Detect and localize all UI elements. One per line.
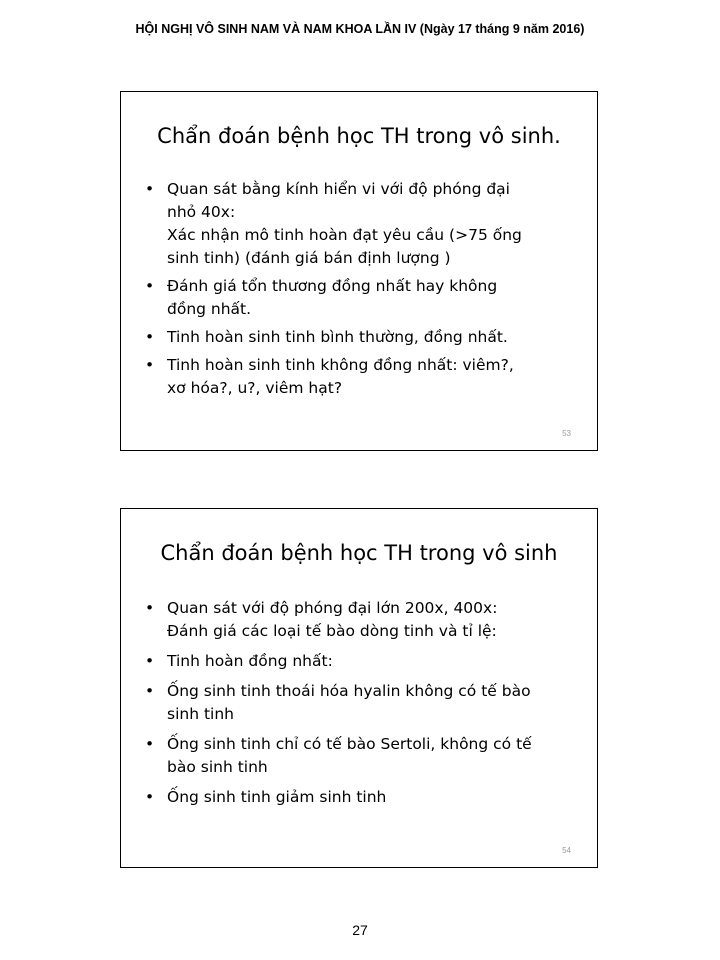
slide-53	[120, 91, 598, 451]
bullet-item: • Tinh hoàn đồng nhất:	[143, 650, 573, 673]
bullet-item: • Đánh giá tổn thương đồng nhất hay không đồng nhất.	[145, 277, 498, 318]
bullet-item: • Ống sinh tinh thoái hóa hyalin không có tế bào sinh tinh	[145, 682, 531, 723]
slide-number: 54	[562, 846, 571, 855]
bullet-item: • Quan sát bằng kính hiển vi với độ phóng đại nhỏ 40x: Xác nhận mô tinh hoàn đạt yêu cầu (>75 ống sinh tinh) (đánh giá bán định lượng )	[145, 180, 522, 267]
page-header: HỘI NGHỊ VÔ SINH NAM VÀ NAM KHOA LẦN IV (Ngày 17 tháng 9 năm 2016)	[135, 22, 585, 36]
bullet-icon: •	[145, 277, 155, 295]
bullet-icon: •	[145, 599, 155, 617]
bullet-icon: •	[145, 328, 155, 346]
bullet-list	[143, 597, 573, 816]
bullet-icon: •	[145, 180, 155, 198]
bullet-item: • Quan sát với độ phóng đại lớn 200x, 400x: Đánh giá các loại tế bào dòng tinh và tỉ lệ:	[145, 599, 498, 640]
slide-title: Chẩn đoán bệnh học TH trong vô sinh.	[157, 124, 561, 148]
bullet-icon: •	[145, 788, 155, 806]
bullet-icon: •	[145, 652, 155, 670]
bullet-list	[143, 178, 573, 405]
page-number: 27	[352, 922, 368, 938]
bullet-item: • Tinh hoàn sinh tinh không đồng nhất: viêm?, xơ hóa?, u?, viêm hạt?	[145, 356, 514, 397]
bullet-icon: •	[145, 682, 155, 700]
slide-title: Chẩn đoán bệnh học TH trong vô sinh	[160, 541, 558, 565]
bullet-icon: •	[145, 356, 155, 374]
slide-54	[120, 508, 598, 868]
bullet-item: • Ống sinh tinh giảm sinh tinh	[143, 786, 573, 809]
bullet-item: • Tinh hoàn sinh tinh bình thường, đồng nhất.	[143, 326, 573, 349]
bullet-item: • Ống sinh tinh chỉ có tế bào Sertoli, không có tế bào sinh tinh	[145, 735, 532, 776]
bullet-icon: •	[145, 735, 155, 753]
slide-number: 53	[562, 429, 571, 438]
